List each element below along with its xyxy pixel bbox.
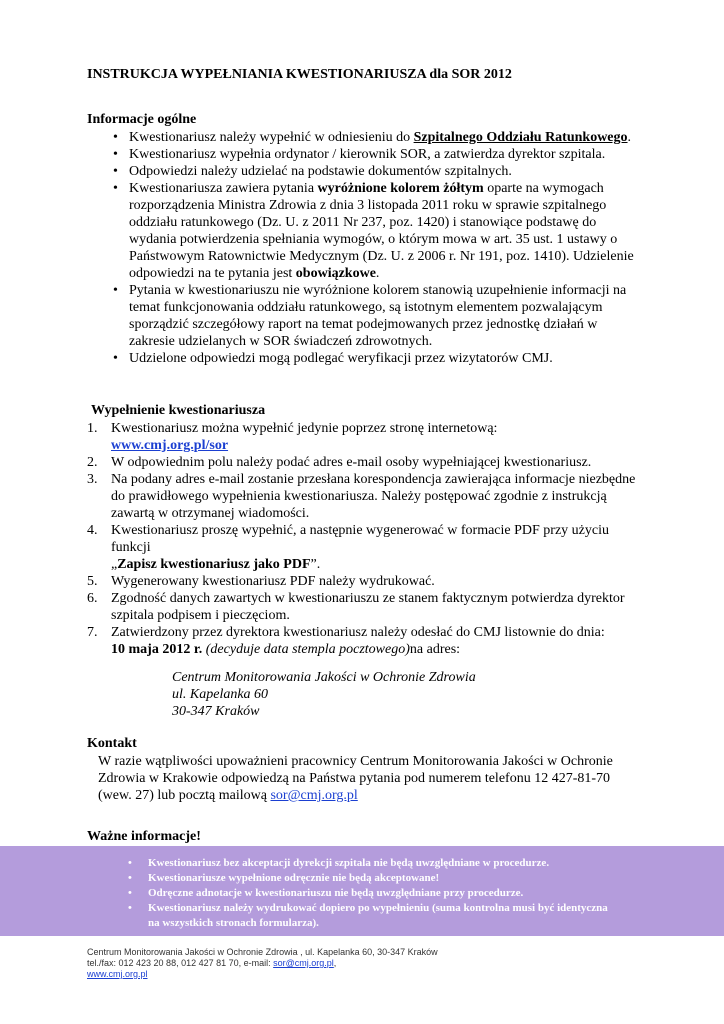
important-banner — [0, 846, 724, 936]
contact-email-link[interactable]: sor@cmj.org.pl — [270, 788, 358, 803]
general-bullet-3: • Odpowiedzi należy udzielać na podstawie dokumentów szpitalnych. — [109, 163, 637, 180]
filling-list — [87, 420, 637, 658]
questionnaire-link[interactable]: www.cmj.org.pl/sor — [111, 438, 229, 453]
filling-step-4: 4. Kwestionariusz proszę wypełnić, a następnie wygenerować w formacie PDF przy użyciu funkcji „Zapisz kwestionariusz jako PDF”. — [87, 523, 609, 572]
general-bullet-1: • Kwestionariusz należy wypełnić w odniesieniu do Szpitalnego Oddziału Ratunkowego. — [109, 129, 637, 146]
filling-step-2: 2. W odpowiednim polu należy podać adres e-mail osoby wypełniającej kwestionariusz. — [87, 455, 592, 470]
contact-text: W razie wątpliwości upoważnieni pracownicy Centrum Monitorowania Jakości w Ochronie Zdrowia w Krakowie odpowiedzą na Państwa pytania pod numerem telefonu 12 427-81-70 (wew. 27) lub pocztą mailową sor@cmj.org.pl — [98, 754, 613, 803]
footer-website-link[interactable]: www.cmj.org.pl — [87, 969, 148, 979]
filling-step-3: 3. Na podany adres e-mail zostanie przesłana korespondencja zawierająca informacje niezbędne do prawidłowego wypełnienia kwestionariusza. Należy postępować zgodnie z instrukcją zawartą w otrzymanej wiadomości. — [87, 472, 636, 521]
general-bullet-2: • Kwestionariusz wypełnia ordynator / kierownik SOR, a zatwierdza dyrektor szpitala. — [109, 146, 637, 163]
important-item-4: • Kwestionariusz należy wydrukować dopiero po wypełnieniu (suma kontrolna musi być identyczna na wszystkich stronach formularza). — [128, 901, 608, 931]
page-footer: Centrum Monitorowania Jakości w Ochronie Zdrowia , ul. Kapelanka 60, 30-347 Kraków tel./fax: 012 423 20 88, 012 427 81 70, e-mail: sor@cmj.org.pl, www.cmj.org.pl — [87, 947, 438, 979]
contact-heading: Kontakt — [87, 736, 137, 751]
filling-step-1: 1. Kwestionariusz można wypełnić jedynie poprzez stronę internetową: www.cmj.org.pl/sor — [87, 421, 498, 453]
important-item-1: • Kwestionariusz bez akceptacji dyrekcji szpitala nie będą uwzględniane w procedurze. — [128, 856, 608, 871]
important-heading: Ważne informacje! — [87, 829, 201, 844]
important-item-3: • Odręczne adnotacje w kwestionariuszu nie będą uwzględniane przy procedurze. — [128, 886, 608, 901]
postal-address: Centrum Monitorowania Jakości w Ochronie Zdrowia ul. Kapelanka 60 30-347 Kraków — [172, 670, 476, 719]
general-bullet-4: • Kwestionariusza zawiera pytania wyróżnione kolorem żółtym oparte na wymogach rozporządzenia Ministra Zdrowia z dnia 3 listopada 2011 roku w sprawie szpitalnego oddziału ratunkowego (Dz. U. z 2011 Nr 237, poz. 1420) i stanowiące podstawę do wydania potwierdzenia spełniania wymogów, o którym mowa w art. 35 ust. 1 ustawy o Państwowym Ratownictwie Medycznym (Dz. U. z 2006 r. Nr 191, poz. 1410). Udzielenie odpowiedzi na te pytania jest obowiązkowe. — [109, 180, 637, 282]
filling-step-6: 6. Zgodność danych zawartych w kwestionariuszu ze stanem faktycznym potwierdza dyrektor szpitala podpisem i pieczęciom. — [87, 591, 625, 623]
filling-step-5: 5. Wygenerowany kwestionariusz PDF należy wydrukować. — [87, 574, 435, 589]
general-bullet-6: • Udzielone odpowiedzi mogą podlegać weryfikacji przez wizytatorów CMJ. — [109, 350, 637, 367]
footer-email-link[interactable]: sor@cmj.org.pl — [273, 958, 334, 968]
filling-heading: Wypełnienie kwestionariusza — [91, 403, 266, 418]
general-heading: Informacje ogólne — [87, 112, 197, 127]
sor-name-emphasis: Szpitalnego Oddziału Ratunkowego — [413, 130, 628, 145]
pdf-function-name: Zapisz kwestionariusz jako PDF — [117, 557, 311, 572]
document-title: INSTRUKCJA WYPEŁNIANIA KWESTIONARIUSZA dla SOR 2012 — [87, 67, 512, 82]
general-list — [109, 129, 637, 367]
deadline-date: 10 maja 2012 r. — [111, 642, 203, 657]
general-bullet-5: • Pytania w kwestionariuszu nie wyróżnione kolorem stanowią uzupełnienie informacji na temat funkcjonowania oddziału ratunkowego, są istotnym elementem pozwalającym sporządzić szczegółowy raport na temat podejmowanych przez jednostkę działań w zakresie udzielanych w SOR świadczeń zdrowotnych. — [109, 282, 637, 350]
filling-step-7: 7. Zatwierdzony przez dyrektora kwestionariusz należy odesłać do CMJ listownie do dnia: 10 maja 2012 r. (decyduje data stempla pocztowego)na adres: — [87, 625, 605, 657]
important-item-2: • Kwestionariusze wypełnione odręcznie nie będą akceptowane! — [128, 871, 608, 886]
